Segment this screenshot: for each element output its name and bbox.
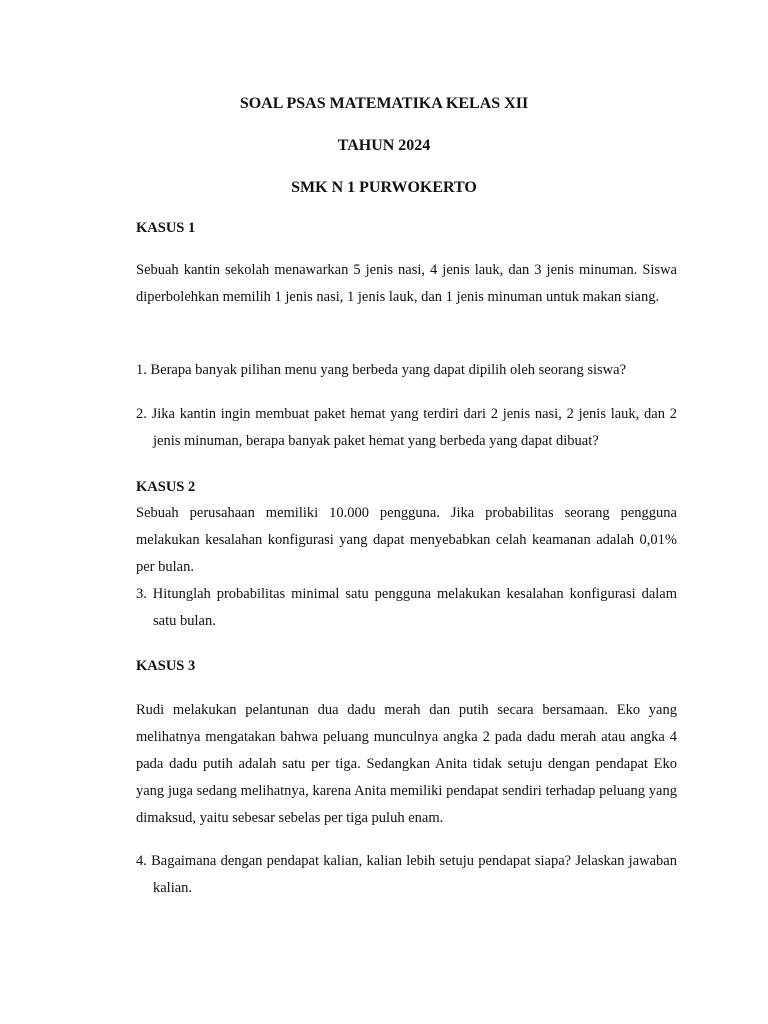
question-4: 4. Bagaimana dengan pendapat kalian, kalian lebih setuju pendapat siapa? Jelaskan jawaban kalian. — [136, 853, 677, 896]
question-1: 1. Berapa banyak pilihan menu yang berbeda yang dapat dipilih oleh seorang siswa? — [136, 362, 627, 378]
document-title: SOAL PSAS MATEMATIKA KELAS XII — [239, 95, 529, 112]
question-3: 3. Hitunglah probabilitas minimal satu pengguna melakukan kesalahan konfigurasi dalam satu bulan. — [136, 586, 677, 629]
case-3-text: Rudi melakukan pelantunan dua dadu merah dan putih secara bersamaan. Eko yang melihatnya mengatakan bahwa peluang munculnya angka 2 pada dadu merah atau angka 4 pada dadu putih adalah satu per tiga. Sedangkan Anita tidak setuju dengan pendapat Eko yang juga sedang melihatnya, karena Anita memiliki pendapat sendiri terhadap peluang yang dimaksud, yaitu sebesar sebelas per tiga puluh enam. — [136, 702, 677, 826]
document-school: SMK N 1 PURWOKERTO — [291, 179, 477, 196]
case-1-text: Sebuah kantin sekolah menawarkan 5 jenis nasi, 4 jenis lauk, dan 3 jenis minuman. Siswa diperbolehkan memilih 1 jenis nasi, 1 jenis lauk, dan 1 jenis minuman untuk makan siang. — [136, 262, 677, 305]
case-2-heading: KASUS 2 — [136, 479, 196, 495]
case-3-heading: KASUS 3 — [136, 658, 196, 674]
question-2: 2. Jika kantin ingin membuat paket hemat yang terdiri dari 2 jenis nasi, 2 jenis lauk, dan 2 jenis minuman, berapa banyak paket hemat yang berbeda yang dapat dibuat? — [136, 406, 677, 449]
case-2-text: Sebuah perusahaan memiliki 10.000 pengguna. Jika probabilitas seorang pengguna melakukan kesalahan konfigurasi yang dapat menyebabkan celah keamanan adalah 0,01% per bulan. — [136, 505, 677, 575]
case-1-heading: KASUS 1 — [136, 220, 196, 236]
document-year: TAHUN 2024 — [337, 137, 431, 154]
